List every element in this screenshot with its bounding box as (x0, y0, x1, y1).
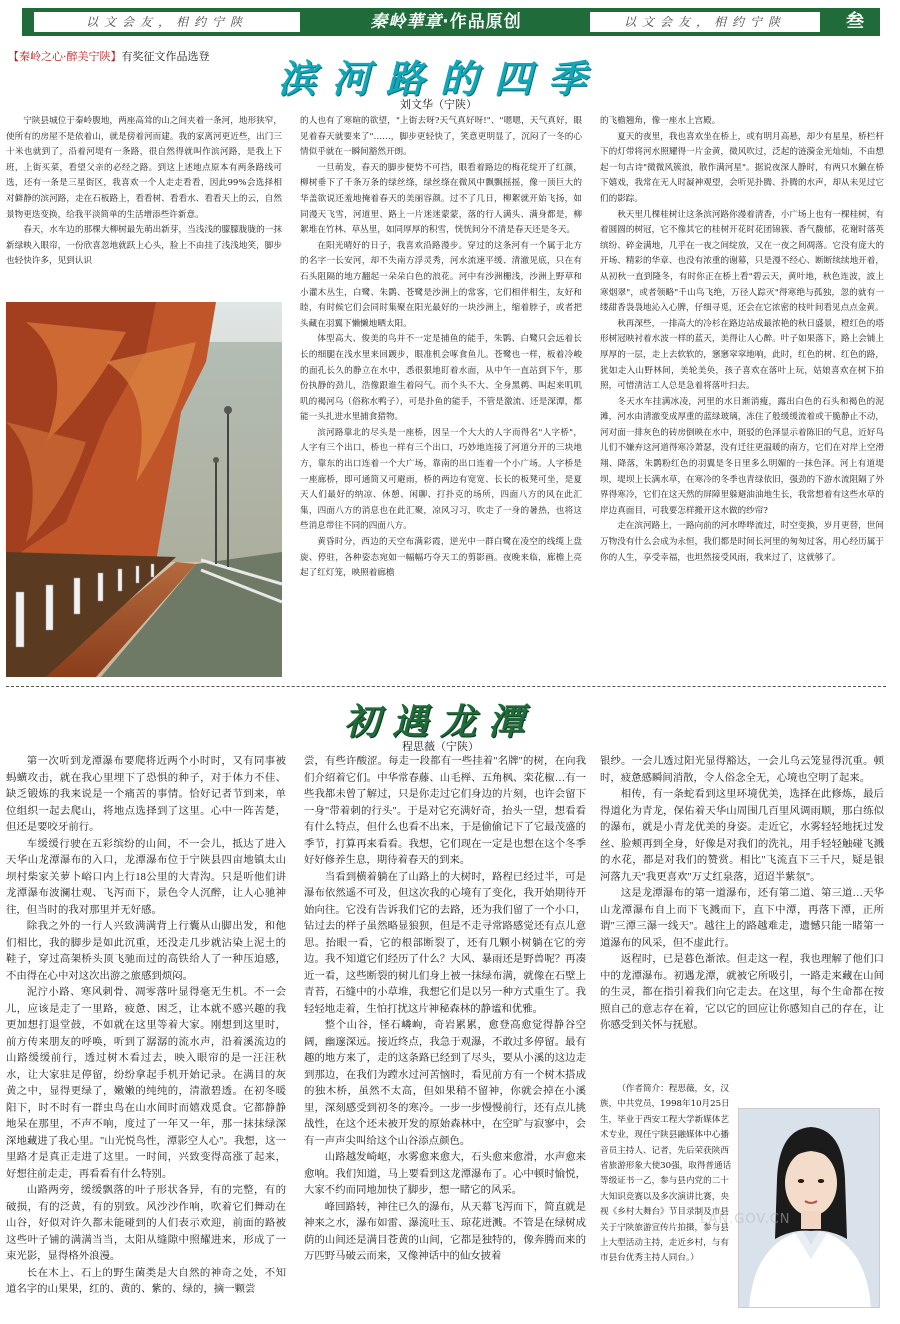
paragraph: 当看到横着躺在了山路上的大树时，路程已经过半，可是瀑布依然遥不可及，但这次我的心境有了变化，我开始期待开始向往。它没有告诉我们它的去路，还为我们留了一个小口，钻过去的样子虽然略显狼狈，但是不走寻常路感觉还有点儿意思。抬眼一看，它的根部断裂了，还有几颗小树躺在它的旁边。我不知道它们经历了什么？大风、暴雨还是野兽呢？再凑近一看，这些断裂的树儿们身上被一抹绿布满，就像在石壁上青苔，石缝中的小草堆，我想它们是以另一种方式重生了。我轻轻地走着，生怕打扰这片神秘森林的静谧和优雅。 (304, 871, 586, 1015)
article2-column-2 (304, 754, 586, 1314)
paragraph: 的人也有了寒暄的欲望，"上街去呀?天气真好呀!"、"嗯嗯，天气真好，眼见着春天就要来了"……，脚步更轻快了，笑意更明显了，沉闷了一冬的心情似乎就在一瞬间豁然开朗。 (300, 116, 582, 158)
paragraph: 相传，有一条蛇看到这里环境优美，选择在此修炼，最后得道化为青龙，保佑着天华山周围几百里风调雨顺，那白练似的瀑布，就是小青龙优美的身姿。走近它，水雾轻轻地抚过发丝、脸颊再到全身，好像是对我们的洗礼，用手轻轻触碰飞溅的水花，都是对我们的赞赏。相比"飞流直下三千尺，疑是银河落九天"我更喜欢"万丈红泉落，迢迢半紫氛"。 (600, 789, 884, 883)
masthead-bar (22, 8, 880, 36)
paragraph: 春天，水车边的那棵大柳树最先萌出新芽，当浅浅的朦朦胧胧的一抹新绿映入眼帘，一份欣喜忽地就跃上心头，脸上不由挂了浅浅地笑，脚步也轻快许多，见到认识 (6, 225, 282, 267)
section-script-title: 秦岭華章 (370, 12, 443, 32)
paragraph: 泥泞小路、寒风刺骨、凋零落叶显得毫无生机。不一会儿，应该是走了一里路，疲惫、困乏，让本就不感兴趣的我更加想打退堂鼓，不如就在这里等着大家。刚想到这里时，前方传来朋友的呼唤，听到了潺潺的流水声，沿着溪流边的山路缓缓前行，透过树木看过去，映入眼帘的是一汪汪秋水，让大家驻足停留，纷纷拿起手机开始记录。在满目的灰黄之中，显得更绿了，嫩嫩的纯纯的，清澈碧透。在初冬暖阳下，时不时有一群虫鸟在山水间时而嬉戏觅食。它都静静地呆在那里，不声不响，度过了一年又一年，那一抹抹绿深深地藏进了我心里。"山光悦鸟性，潭影空人心"。我想，这一里路才是真正走进了这里。一时间，兴致变得高涨了起来，好想往前走走，再看看有什么特别。 (6, 987, 286, 1180)
paragraph: 的飞檐翘角，像一座水上宫殿。 (600, 116, 721, 126)
paragraph: 宁陕县城位于秦岭腹地，两座高耸的山之间夹着一条河，地形狭窄，使所有的房屋不是依着山，就是傍着河而建。我的家离河更近些，出门三十米也就到了，沿着河堤有一条路，很自然得就叫作滨河路，是我上下班，上街买菜，看望父亲的必经之路。到这上述地点原本有两条路线可选，还有一条是三星街区，我喜欢一个人走走看看，因此99%会选择相对僻静的滨河路，走在石板路上，看看树、看看水、看看天上的云，自然景物更迭变换，给我平淡简单的生活增添些许新意。 (6, 116, 282, 220)
kicker-text: 有奖征文作品选登 (121, 50, 210, 63)
article1-column-2 (300, 114, 582, 692)
article2-title: 初遇龙潭 (343, 701, 536, 743)
paragraph: 黄昏时分，西边的天空布满彩霞，逆光中一群白鹭在凌空的线缆上盘旋、停驻，各种姿态宛如一幅幅巧夺天工的剪影画。夜晚来临，廊檐上亮起了红灯笼，映照着廊檐 (300, 537, 582, 579)
column-kicker (8, 48, 210, 64)
article1-byline: 刘文华（宁陕） (400, 98, 477, 111)
paragraph: 返程时，已是暮色渐浓。但走这一程，我也理解了他们口中的龙潭瀑布。初遇龙潭，就被它所吸引，一路走来藏在山间的生灵，都在指引着我们向它走去。在这里，每个生命都在按照自己的意志存在着，它以它的回应让你感知自己的存在，让你感受到关怀与抚慰。 (600, 954, 884, 1031)
paragraph: 一旦萌发，春天的脚步便势不可挡，眼看着路边的梅花绽开了红颜，柳树垂下了千条万条的绿丝绦，绿丝绦在微风中飘飘摇摇，像一顶巨大的华盖欲说还羞地掩着春天的美丽容颜。过不了几日，柳絮就开始飞扬，如同漫天飞雪，河道里、路上一片迷迷蒙蒙，落的行人满头、满身都是，柳絮堆在竹林、草丛里，如同厚厚的积雪，恍恍间分不清是春天还是冬天。 (300, 162, 582, 236)
paragraph: 山路两旁，缓缓飘落的叶子形状各异，有的完整，有的破损，有的泛黄，有的别致。风沙沙作响，吹着它们舞动在山谷，好似对许久都未能碰到的人们表示欢迎，前面的路被这些叶子铺的满满当当，太阳从缝隙中照耀进来，形成了一束光影，显得格外浪漫。 (6, 1185, 286, 1262)
paragraph: 这是龙潭瀑布的第一道瀑布，还有第二道、第三道…天华山龙潭瀑布自上而下飞溅而下，直下中潭，再落下潭，正所谓"三潭三瀑一线天"。越往上的路越难走，遗憾只能一睹第一道瀑布的风采，但不虚此行。 (600, 888, 884, 949)
paragraph: 夏天的夜里，我也喜欢坐在桥上，或有明月高悬，却少有星星，桥栏杆下的灯带将河水照耀得一片金黄，微风吹过，泛起的涟漪金光灿灿，不由想起一句古诗"微微风簇浪，散作满河星"。据说夜深人静时，有两只水獭在桥下嬉戏，我常在无人时凝神观望，会听见扑腾、扑腾的水声，却从未见过它们的影踪。 (600, 131, 884, 204)
paragraph: 在阳光晴好的日子，我喜欢沿路漫步。穿过的这条河有一个属于北方的名字一长安河，却不失南方浮灵秀，河水流速平缓、清澈见底，只在有石头阻隔的地方翻起一朵朵白色的浪花。河中有沙洲栅浅，沙洲上野草和小灌木丛生，白鹭、朱鹮、苍鹭是沙洲上的常客，它们相伴相生，友好和睦，有时候它们会同时集聚在阳光最好的一块沙洲上，缩着脖子，或者把头藏在羽翼下懒懒地晒太阳。 (300, 240, 582, 329)
paragraph: 体型高大、俊美的鸟并不一定是捕鱼的能手，朱鹮、白鹭只会远着长长的细腿在浅水里来回踱步，眼准机会啄食鱼儿。苍鹭也一样，板着冷峻的面孔长久的静立在水中，悉很狠地盯着水面，从中午一直站到下午，那份执静的劲儿，浩像跟谁生着闷气。而个头不大、全身黑鹈、叫起来叽叽叽的褐河乌（俗称水鸭子），可是扑鱼的能手，不管是激流、还是深潭，都能一头扎进水里捕食猎物。 (300, 334, 582, 423)
paragraph: 山路越发崎岖，水雾愈来愈大，石头愈来愈滑，水声愈来愈响。我们知道，马上要看到这龙潭瀑布了。心中顿时愉悦，大家不约而同地加快了脚步，想一睹它的风采。 (304, 1152, 586, 1196)
article-divider (6, 686, 886, 687)
paragraph: 秋天里几棵桂树让这条滨河路你漫着清香，小广场上也有一棵桂树，有着圆圆的树冠，它不像其它的桂树开花时花团锦簇、香气馥郁，花谢时落英缤纷、碎金满地，几乎在一夜之间绽放，又在一夜之间凋落。它没有庞大的开场、精彩的华章、也没有浓重的谢幕，只是漫不经心、断断续续地开着，从初秋一直到隆冬，有时你正在桥上看"碧云天，黄叶地，秋色连波，波上寒烟翠"，或者领略"千山鸟飞绝，万径人踪灭"得寒绝与孤独，忽的就有一缕甜香袅袅地沁入心脾，仔细寻觅，还会在它浓密的枝叶间看见点点金黄。 (600, 209, 884, 314)
kicker-highlight: 【秦岭之心·醉美宁陕】 (8, 50, 122, 63)
masthead-slogan-left: 以文会友，相约宁陕 (34, 12, 300, 32)
paragraph: 滨河路靠北的尽头是一座桥，因呈一个大大的人字而得名"人字桥"，人字有三个出口，桥也一样有三个出口，巧妙地连接了河道分开的三块地方，靠东的出口连着一个大广场，靠南的出口连着一个小广场。人字桥是一座廊桥，即可通简又可避雨，桥的两边有宽宽、长长的板凳可坐，是夏天人们最好的纳凉、休憩、闲聊、打扑克的场所，四面八方的风在此汇集，四面八方的消息也在此汇聚，凉风习习，吹走了一身的暑热，也将这些消息带往不同的四面八方。 (300, 427, 582, 532)
author-portrait (738, 1108, 880, 1308)
paragraph: 第一次听到龙潭瀑布要爬将近两个小时时，又有同事被蚂蟥攻击，就在我心里埋下了恐惧的种子，对于体力不佳、缺乏锻炼的我来说是一个痛苦的事情。恰好记者节到来，单位组织一起去爬山，将地点选择到了这里。心中一阵苦楚，但还是要咬牙前行。 (6, 756, 286, 833)
paragraph: 除我之外的一行人兴致满满背上行囊从山脚出发，和他们相比，我的脚步是如此沉重，还没走几步就沾染上泥土的鞋子，穿过高架桥头顶飞驰而过的高铁给人了一种压迫感，不由得在心中对这次出游之旅感到烦闷。 (6, 921, 286, 982)
paragraph: 秋再深些，一排高大的冷杉在路边站成最浓艳的秋日盛景，橙红色的塔形树冠映衬着水波一样的蓝天，美得让人心醉。叶子如果落下，路上会铺上厚厚的一层，走上去软软的，窸窸窣窣地响，此时，红色的树、红色的路，犹如走入山野林间，美轮美奂，孩子喜欢在落叶上玩，姑娘喜欢在树下拍照，可惜清洁工人总是急着将落叶扫去。 (600, 318, 884, 392)
paragraph: 银纱。一会儿透过阳光显得豁达，一会儿乌云笼显得沉重。顿时，疲惫感瞬间消散，令人俗念全无，心境也空明了起来。 (600, 756, 884, 784)
paragraph: 长在木上、石上的野生菌类是大自然的神奇之处，不知道名字的山果果，红的、黄的、紫的、绿的，摘一颗尝 (6, 1267, 286, 1295)
page-number: 叁 (846, 11, 864, 32)
paragraph: 走在滨河路上，一路向前的河水哗哗流过，时空变换，岁月更替，世间万物没有什么会成为永恒，我们都是时间长河里的匆匆过客，用心经历属于你的人生，享受幸福，也坦然接受风雨，我来过了，这就够了。 (600, 521, 884, 563)
watermark: LAN.GOV.CN (700, 1212, 791, 1227)
article1-column-3 (600, 114, 884, 692)
author-bio-text: （作者简介：程思薇，女，汉族，中共党员，1998年10月25日生，毕业于西安工程大学新媒体艺术专业，现任宁陕县融媒体中心播音员主持人、记者，先后荣获陕西省旅游形象大使30强，取得普通话等级证书一乙，参与县内党的二十大知识竞赛以及多次演讲比赛，央视《乡村大舞台》节目录制及市县关于宁陕旅游宣传片拍摄，参与县上大型活动主持，走近乡村，与有市县台优秀主持人同台。） (600, 1084, 732, 1264)
article2-byline: 程思薇（宁陕） (402, 740, 479, 753)
article2-column-3 (600, 754, 884, 1050)
autumn-road-photo (6, 302, 282, 677)
paragraph: 峰回路转，神往已久的瀑布，从天幕飞泻而下，简直就是神来之水，瀑布如雷、瀑流吐玉、琼花迸溅。不管是在绿树成荫的山间还是满目苍黄的山间，它都是独特的，像奔腾而来的万匹野马破云而来，又像神话中的仙女披着 (304, 1201, 586, 1262)
section-title (322, 8, 570, 36)
masthead-slogan-right: 以文会友，相约宁陕 (590, 12, 820, 32)
section-label: ·作品原创 (442, 12, 522, 32)
paragraph: 车缓缓行驶在五彩缤纷的山间，不一会儿，抵达了进入天华山龙潭瀑布的入口，龙潭瀑布位于宁陕县四亩地镇太山坝村柴家关萝卜峪口内上行18公里的大青沟。只是听他们讲龙潭瀑布波澜壮观、飞泻而下，景色令人沉醉，让人心驰神往，但当时的我对那里并无好感。 (6, 838, 286, 916)
article2-column-1 (6, 754, 286, 1314)
article1-column-1 (6, 114, 282, 298)
paragraph: 冬天水车挂满冰凌，河里的水日渐消瘦，露出白色的石头和褐色的泥滩，河水由清澈变成厚重的蓝绿玻璃，冻住了般缓缓流着或干脆静止不动，河对面一排灰色的砖房倒映在水中，斑驳的色泽显示着陈旧的气息，近好鸟儿们不嫌弃这河道得寒冷萧瑟，没有迁往更温暖的南方，它们在对岸上空滑翔、降落，朱鹮粉红色的羽翼是冬日里多么明媚的一抹色泽。河上有道堤坝，堤坝上长满水草，在寒冷的冬季也青绿依旧，强劲的下游水流阻隔了外界得寒冷，它们在这天然的屏障里躲避油油地生长，我常想着有这些水草的岸边真面目，可我要怎样搬开这水做的纱帘? (600, 396, 884, 516)
paragraph: 整个山谷，怪石嶙峋，奇岩累累，愈登高愈觉得静谷空阔，幽邃深远。接近终点，我急于观瀑，不敢过多停留。最有趣的地方来了，走的这条路已经到了尽头，要从小溪的这边走到那边，在我们为蹚水过河苦恼时，看见前方有一个树木搭成的独木桥，虽然不太高，但如果稍不留神，你就会掉在小溪里，深刻感受到初冬的寒冷。一步一步慢慢前行，还有点儿挑战性，在这个还未被开发的原始森林中，在空旷与寂寥中，会有一声声尖叫给这个山谷添点颜色。 (304, 1020, 586, 1147)
article1-title: 滨河路的四季 (277, 56, 602, 101)
paragraph: 尝，有些许酸涩。每走一段都有一些挂着"名牌"的树，在向我们介绍着它们。中华常春藤、山毛榉、五角枫、栾花椒…有一些我都未曾了解过，只是你走过它们身边的片刻，也许会留下一身"带着刺的行头"。于是对它充满好奇，抬头一望，想看看有什么特点，但什么也看不出来，于是偷偷记下了它最茂盛的季节，打算再来看看。我想，它们现在一定是也想在这个冬季好好修养生息，期待着春天的到来。 (304, 756, 586, 866)
